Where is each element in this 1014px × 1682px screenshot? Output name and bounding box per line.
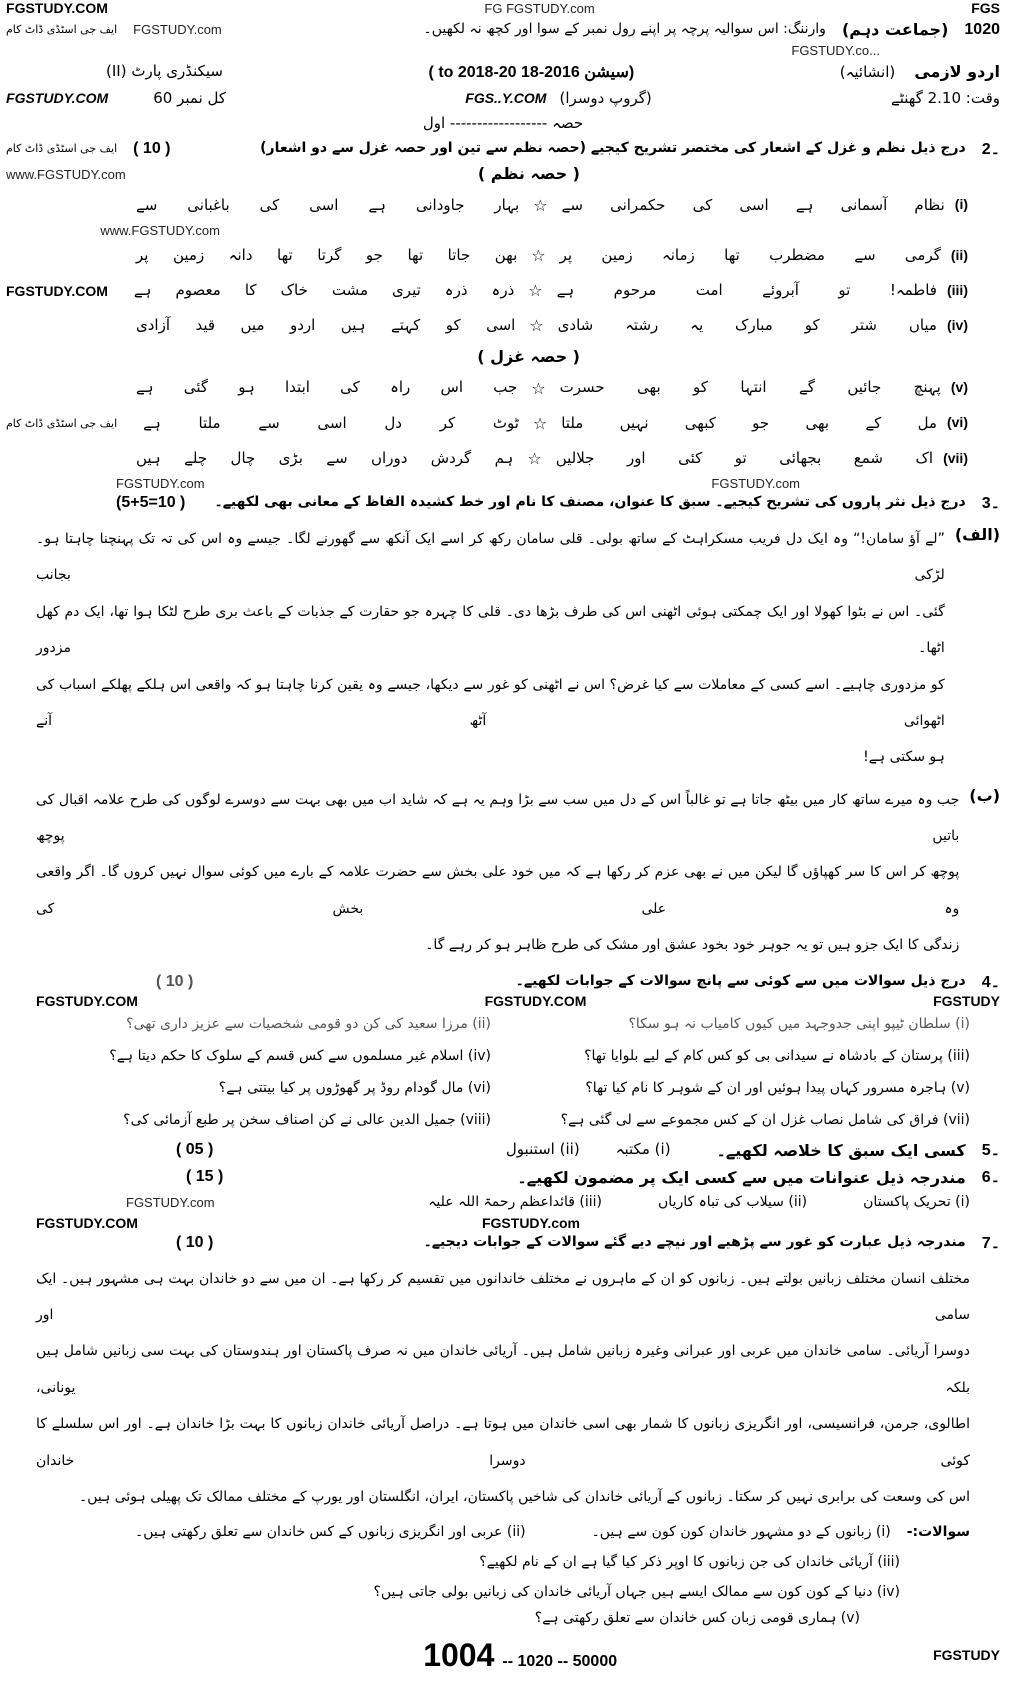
- question-marks: ( 15 ): [186, 1168, 224, 1186]
- prose-line: ہو سکتی ہے!: [863, 749, 945, 766]
- passage-line: دوسرا آریائی۔ سامی خاندان میں عربی اور عبرانی وغیرہ زبانیں شامل ہیں۔ آریائی خاندان میں نہ صرف پاکستان اور ہندوستان کی بہت سی زبانیں شامل ہیں بلکہ یونانی،: [36, 1343, 970, 1396]
- option: (ii) استنبول: [505, 1140, 580, 1159]
- question-header: [6, 137, 1000, 161]
- question-title: درج ذیل نظم و غزل کے اشعار کی مختصر تشریح کیجیے (حصہ نظم سے تین اور حصہ غزل سے دو اشعار): [260, 139, 966, 156]
- verse: (vi) مل کے بھی جو کبھی نہیں ملتا ☆ ٹوٹ کر دل اسی سے ملتا ہے: [143, 413, 968, 433]
- short-question: (v) ہاجرہ مسرور کہاں پیدا ہوئیں اور ان کے شوہر کا نام کیا تھا؟: [585, 1080, 970, 1097]
- watermark: FGSTUDY.com: [126, 1195, 215, 1211]
- watermark-row: [6, 1215, 1000, 1231]
- class-label: (جماعت دہم): [841, 20, 949, 39]
- watermark: FGSTUDY.COM: [36, 993, 138, 1010]
- question-number: 3۔: [981, 495, 1000, 513]
- watermark-row: [6, 43, 1000, 58]
- paper-serial-code: 1004: [423, 1636, 495, 1673]
- question-header: [6, 1231, 1000, 1255]
- watermark: FGSTUDY.COM: [6, 89, 109, 106]
- watermark: FGSTUDY.COM: [36, 1214, 138, 1231]
- watermark: FGSTUDY.com: [133, 22, 222, 38]
- prose-line: کو مزدوری چاہیے۔ اسے کسی کے معاملات سے کیا غرض؟ اس نے اٹھنی کو غور سے دیکھا، جیسے وہ یقین کرنا چاہتا ہو کہ واقعی اس ہلکے پھلکے اسباب کی اٹھوائی آٹھ آنے: [36, 676, 945, 729]
- question-header: [6, 970, 1000, 994]
- footer: [6, 1637, 1000, 1674]
- watermark: FGSTUDY.COM: [6, 282, 108, 299]
- comprehension-question: (v) ہماری قومی زبان کس خاندان سے تعلق رکھتی ہے؟: [534, 1609, 860, 1626]
- verse: (v) پہنچ جائیں گے انتہا کو بھی حسرت ☆ جب اس راہ کی ابتدا ہو گئی ہے: [135, 378, 968, 398]
- question-number: 7۔: [981, 1234, 1000, 1252]
- watermark: FGSTUDY.com: [711, 476, 800, 492]
- short-question: (vii) فراق کی شامل نصاب غزل ان کے کس مجموعے سے لی گئی ہے؟: [560, 1111, 970, 1128]
- question-number: 2۔: [981, 140, 1000, 158]
- option: (i) تحریک پاکستان: [863, 1194, 970, 1211]
- verse-row: [6, 406, 1000, 441]
- watermark: FGSTUDY.COM: [6, 0, 108, 16]
- short-questions: [36, 1013, 970, 1132]
- question-number: 6۔: [981, 1169, 1000, 1187]
- prose-line: پوچھ کر اس کا سر کھپاؤں گا لیکن میں نے بھی عزم کر رکھا ہے کہ میں خود علی بخش سے حضرت علامہ کے بارے میں کوئی سوال نہیں کروں گا۔ اگر واقعی وہ علی بخش کی: [36, 864, 960, 917]
- watermark: ایف جی اسٹڈی ڈاٹ کام: [6, 416, 118, 430]
- question-marks: ( 10 ): [176, 1233, 214, 1251]
- section-heading: حصہ ------------------ اول: [422, 114, 584, 133]
- verse: (iv) میاں شتر کو مبارک یہ رشتہ شادی ☆ اسی کو کہتے ہیں اردو میں قید آزادی: [136, 316, 968, 336]
- verse: (iii) فاطمہ! تو آبروئے امت مرحوم ہے ☆ ذرہ ذرہ تیری مشت خاک کا معصوم ہے: [133, 280, 968, 301]
- watermark: FGSTUDY: [933, 1647, 1000, 1664]
- watermark-row: [6, 0, 1000, 16]
- question-header: [6, 1164, 1000, 1191]
- paper-code: 1020: [964, 20, 1000, 38]
- watermark-row: [6, 223, 1000, 238]
- option-row: [6, 1191, 1000, 1215]
- prose-line: زندگی کا ایک جزو ہیں تو یہ جوہر خود بخود عشق اور مشک کی طرح ظاہر ہو کر رہے گا۔: [425, 937, 960, 954]
- question-header: [6, 1137, 1000, 1164]
- subject: اردو لازمی: [914, 62, 1000, 82]
- prose-line: جب وہ میرے ساتھ کار میں بیٹھ جاتا ہے تو غالباً اس کے دل میں سب سے بڑا وہم یہ ہے کہ شاید اب میں بھی بہت سے دوسرے لوگوں کی طرح علامہ اقبال کی باتیں پوچھ: [36, 791, 960, 845]
- watermark-row: [6, 993, 1000, 1009]
- nazm-heading: ( حصہ نظم ): [477, 164, 580, 184]
- watermark: FG FGSTUDY.com: [484, 0, 595, 16]
- passage-line: اس کی وسعت کی برابری نہیں کر سکتا۔ زبانوں کے آریائی خاندان کی شاخیں پاکستان، ایران، انگلستان اور یورپ کے مختلف ممالک تک پھیلی ہوئی ہیں۔: [79, 1488, 970, 1505]
- heading-row: [6, 343, 1000, 370]
- passage-line: اطالوی، جرمن، فرانسیسی، اور انگریزی زبانوں کا شمار بھی اسی خاندان میں ہوتا ہے۔ دراصل آریائی خاندان زبانوں کا بہت بڑا خاندان ہے۔ اور اس سلسلے کا کوئی دوسرا خاندان: [36, 1416, 970, 1469]
- option: (ii) سیلاب کی تباہ کاریاں: [658, 1194, 808, 1211]
- watermark: FGS: [971, 0, 1000, 16]
- verse: (i) نظام آسمانی ہے اسی کی حکمرانی سے ☆ بہار جاودانی ہے اسی کی باغبانی سے: [135, 195, 968, 215]
- verse: (ii) گرمی سے مضطرب تھا زمانہ زمین پر ☆ بھن جاتا تھا جو گرتا تھا دانہ زمین پر: [136, 245, 968, 265]
- heading-row: [6, 160, 1000, 187]
- watermark: www.FGSTUDY.com: [100, 222, 220, 238]
- comprehension-question: (i) زبانوں کے دو مشہور خاندان کون کون سے ہیں۔: [591, 1524, 891, 1541]
- total-marks: کل نمبر 60: [153, 88, 227, 107]
- short-question: (iv) اسلام غیر مسلموں سے کس قسم کے سلوک کا حکم دیتا ہے؟: [109, 1048, 491, 1065]
- paper-print-info: -- 1020 -- 50000: [502, 1652, 618, 1670]
- question-marks: (5+5=10 ): [116, 494, 186, 512]
- verse: (vii) اک شمع بجھائی تو کئی اور جلالیں ☆ ہم گردش دوراں سے بڑی چال چلے ہیں: [135, 448, 968, 468]
- marks-block: [6, 86, 226, 112]
- short-question: (viii) جمیل الدین عالی نے کن اصناف سخن پر طبع آزمائی کی؟: [123, 1111, 491, 1128]
- subject-group: [840, 58, 1000, 86]
- warning-text: وارننگ: اس سوالیہ پرچہ پر اپنے رول نمبر کے سوا اور کچھ نہ لکھیں۔: [423, 20, 826, 37]
- question-title: مندرجہ ذیل عبارت کو غور سے پڑھیے اور نیچے دیے گئے سوالات کے جوابات دیجیے۔: [423, 1233, 966, 1250]
- group-label: (گروپ دوسرا): [559, 88, 652, 107]
- prose-passage-a: [6, 521, 1000, 776]
- prose-line: ”لے آؤ سامان!“ وہ ایک دل فریب مسکراہٹ کے ساتھ بولی۔ قلی سامان رکھ کر اسے ایک آنکھ سے گھورنے لگا۔ جیسے وہ اس کی تہ تک پہنچنا چاہتا ہو۔ لڑکی بجانب: [36, 530, 945, 584]
- questions-row: [6, 1551, 900, 1575]
- footer-codes: [423, 1637, 617, 1674]
- paper-type: (انشائیہ): [839, 63, 896, 82]
- comprehension-passage: [6, 1261, 1000, 1516]
- watermark: FGS..Y.COM: [465, 89, 547, 106]
- question-marks: ( 10 ): [156, 972, 194, 990]
- comprehension-question: (iii) آریائی خاندان کی جن زبانوں کا اوپر ذکر کیا گیا ہے ان کے نام لکھیے؟: [479, 1554, 900, 1571]
- header-row: [6, 58, 1000, 86]
- question-marks: ( 10 ): [133, 139, 171, 157]
- question-title: درج ذیل سوالات میں سے کوئی سے پانچ سوالات کے جوابات لکھیے۔: [515, 972, 966, 989]
- verse-row: [6, 273, 1000, 308]
- question-header: [6, 491, 1000, 515]
- watermark: FGSTUDY.com: [116, 476, 205, 492]
- question-marks: ( 05 ): [176, 1141, 214, 1159]
- option: (i) مکتبہ: [615, 1140, 671, 1159]
- header-row: [6, 86, 1000, 112]
- section-row: [6, 111, 1000, 137]
- comprehension-question: (iv) دنیا کے کون کون سے ممالک ایسے ہیں جہاں آریائی خاندان کی زبانیں بولی جاتی ہیں؟: [373, 1583, 900, 1600]
- passage-line: مختلف انسان مختلف زبانیں بولتے ہیں۔ زبانوں کو ان کے ماہروں نے مختلف خاندانوں میں تقسیم کر رکھا ہے۔ ان میں سے دو خاندان بہت ہی مشہور ہیں۔ ایک سامی اور: [36, 1270, 970, 1323]
- watermark: ایف جی اسٹڈی ڈاٹ کام: [6, 23, 118, 37]
- part-label: (الف): [954, 524, 1000, 544]
- group-block: [465, 86, 651, 112]
- question-title: مندرجہ ذیل عنوانات میں سے کسی ایک پر مضمون لکھیے۔: [517, 1167, 966, 1187]
- question-number: 4۔: [981, 973, 1000, 991]
- watermark-row: [6, 476, 1000, 491]
- watermark: FGSTUDY: [933, 993, 1000, 1010]
- question-title: درج ذیل نثر پاروں کی تشریح کیجیے۔ سبق کا عنوان، مصنف کا نام اور خط کشیدہ الفاظ کے معانی بھی لکھیے۔: [214, 494, 966, 511]
- comprehension-question: (ii) عربی اور انگریزی زبانوں کے کس خاندان سے تعلق رکھتی ہیں۔: [135, 1524, 526, 1541]
- questions-label: سوالات:-: [906, 1524, 970, 1541]
- question-number: 5۔: [981, 1142, 1000, 1160]
- watermark: FGSTUDY.com: [481, 1214, 580, 1231]
- time-allowed: وقت: 2.10 گھنٹے: [890, 88, 1000, 107]
- ghazal-heading: ( حصہ غزل ): [477, 347, 580, 367]
- watermark: ایف جی اسٹڈی ڈاٹ کام: [6, 142, 118, 156]
- question-title: کسی ایک سبق کا خلاصہ لکھیے۔: [716, 1140, 966, 1160]
- short-question: (i) سلطان ٹیپو اپنی جدوجہد میں کیوں کامیاب نہ ہو سکا؟: [628, 1016, 970, 1033]
- prose-line: گئی۔ اس نے بٹوا کھولا اور ایک چمکتی ہوئی اٹھنی اس کی طرف بڑھا دی۔ قلی کا چہرہ جو حقارت کے جذبات کے باعث بری طرح لٹکا ہوا تھا، ایک دم کھل اٹھا۔ مزدور: [36, 603, 945, 657]
- option: (iii) قائداعظم رحمۃ اللہ علیہ: [428, 1194, 603, 1211]
- header-row: [6, 16, 1000, 43]
- short-question: (ii) مرزا سعید کی کن دو قومی شخصیات سے عزیز داری تھی؟: [126, 1016, 491, 1033]
- prose-passage-b: [6, 782, 1000, 964]
- part-label: (ب): [969, 785, 1000, 805]
- questions-row: [6, 1581, 900, 1631]
- questions-row: [6, 1521, 970, 1545]
- session: (سیشن 2016-18 to 2018-20 ): [428, 63, 635, 81]
- short-question: (iii) پرستان کے بادشاہ نے سیدانی بی کو کس کام کے لیے بلوایا تھا؟: [584, 1048, 970, 1065]
- watermark: FGSTUDY.co...: [791, 43, 880, 59]
- watermark: FGSTUDY.COM: [484, 993, 587, 1010]
- watermark: www.FGSTUDY.com: [6, 166, 126, 182]
- part-label: سیکنڈری پارٹ (II): [106, 62, 223, 81]
- short-question: (vi) مال گودام روڈ پر گھوڑوں پر کیا بیتتی ہے؟: [218, 1080, 491, 1097]
